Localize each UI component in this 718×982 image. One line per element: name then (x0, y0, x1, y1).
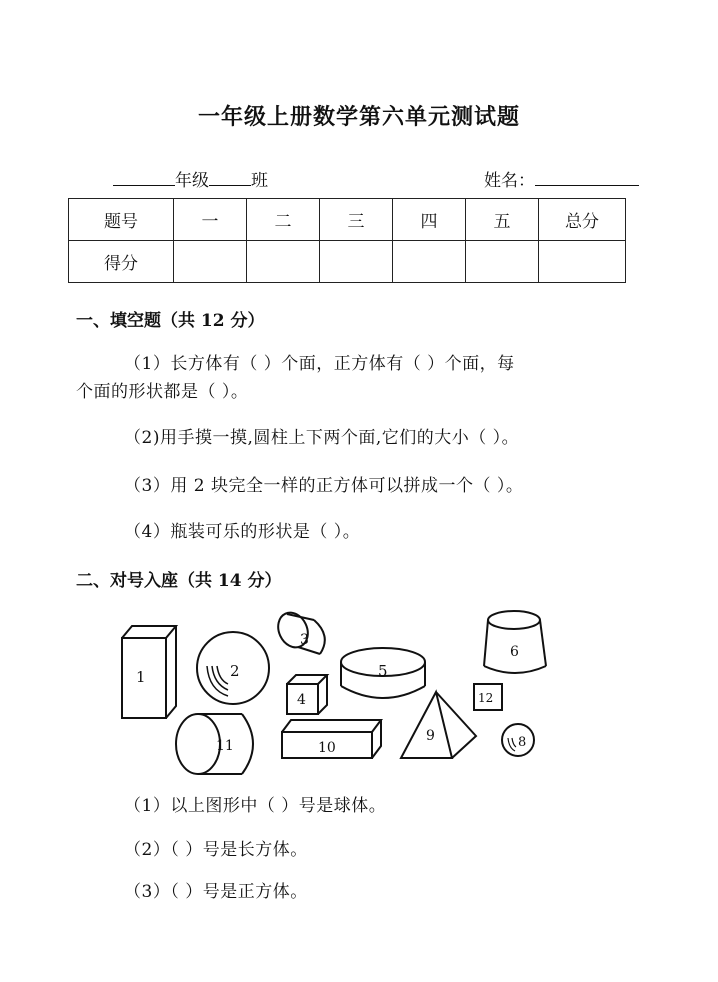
table-cell: 总分 (539, 199, 626, 241)
shape-label-12: 12 (478, 691, 494, 705)
grade-blank[interactable] (113, 169, 175, 186)
shape-label-2: 2 (230, 662, 240, 680)
shape-label-3: 3 (300, 632, 309, 648)
score-table (68, 198, 626, 283)
shape-11-cylinder (176, 714, 253, 774)
question-2-1: （1）以上图形中（ ）号是球体。 (124, 796, 387, 816)
shape-3-cylinder (273, 608, 325, 654)
score-input-cell[interactable] (539, 241, 626, 283)
shape-6-frustum (484, 611, 546, 673)
score-table-header-row (69, 199, 626, 241)
shape-12-square (474, 684, 502, 710)
score-input-cell[interactable] (174, 241, 247, 283)
shape-label-5: 5 (378, 662, 388, 680)
table-cell: 三 (320, 199, 393, 241)
shape-4-cube (287, 675, 327, 714)
section-1-heading: 一、填空题（共 12 分） (76, 311, 265, 331)
shape-2-sphere (197, 632, 269, 704)
shape-label-1: 1 (136, 668, 146, 686)
shape-5-cylinder (341, 648, 425, 698)
score-table-score-row (69, 241, 626, 283)
question-1-3: （3）用 2 块完全一样的正方体可以拼成一个（ ）。 (124, 476, 524, 496)
question-1-2: （2)用手摸一摸,圆柱上下两个面,它们的大小（ ）。 (124, 428, 520, 448)
page-title: 一年级上册数学第六单元测试题 (197, 104, 520, 130)
shape-label-11: 11 (216, 738, 234, 754)
section-2-heading: 二、对号入座（共 14 分） (76, 571, 282, 591)
shape-10-cuboid (282, 720, 381, 758)
shape-1-cuboid (122, 626, 176, 718)
shape-label-9: 9 (426, 728, 435, 744)
table-cell: 二 (247, 199, 320, 241)
score-input-cell[interactable] (393, 241, 466, 283)
class-blank[interactable] (209, 169, 251, 186)
table-cell: 四 (393, 199, 466, 241)
table-cell: 五 (466, 199, 539, 241)
question-1-1-line2: 个面的形状都是（ ）。 (76, 382, 249, 402)
score-input-cell[interactable] (247, 241, 320, 283)
shape-label-10: 10 (318, 740, 336, 756)
name-line (484, 166, 639, 191)
shapes-figure (110, 600, 570, 780)
table-cell: 得分 (69, 241, 174, 283)
question-2-3: （3）（ ）号是正方体。 (124, 882, 308, 902)
question-1-4: （4）瓶装可乐的形状是（ ）。 (124, 522, 361, 542)
score-input-cell[interactable] (466, 241, 539, 283)
shape-label-4: 4 (297, 692, 306, 708)
shape-label-6: 6 (510, 644, 519, 660)
grade-label: 年级 (175, 171, 209, 191)
shape-9-pyramid (401, 692, 476, 758)
class-label: 班 (251, 171, 268, 191)
shape-label-8: 8 (518, 735, 527, 750)
table-cell: 题号 (69, 199, 174, 241)
grade-class-line (113, 166, 268, 191)
question-1-1-line1: （1）长方体有（ ）个面，正方体有（ ）个面，每 (124, 354, 515, 374)
question-2-2: （2）（ ）号是长方体。 (124, 840, 308, 860)
table-cell: 一 (174, 199, 247, 241)
name-label: 姓名： (484, 171, 535, 191)
score-input-cell[interactable] (320, 241, 393, 283)
shape-8-sphere (502, 724, 534, 756)
name-blank[interactable] (535, 169, 639, 186)
